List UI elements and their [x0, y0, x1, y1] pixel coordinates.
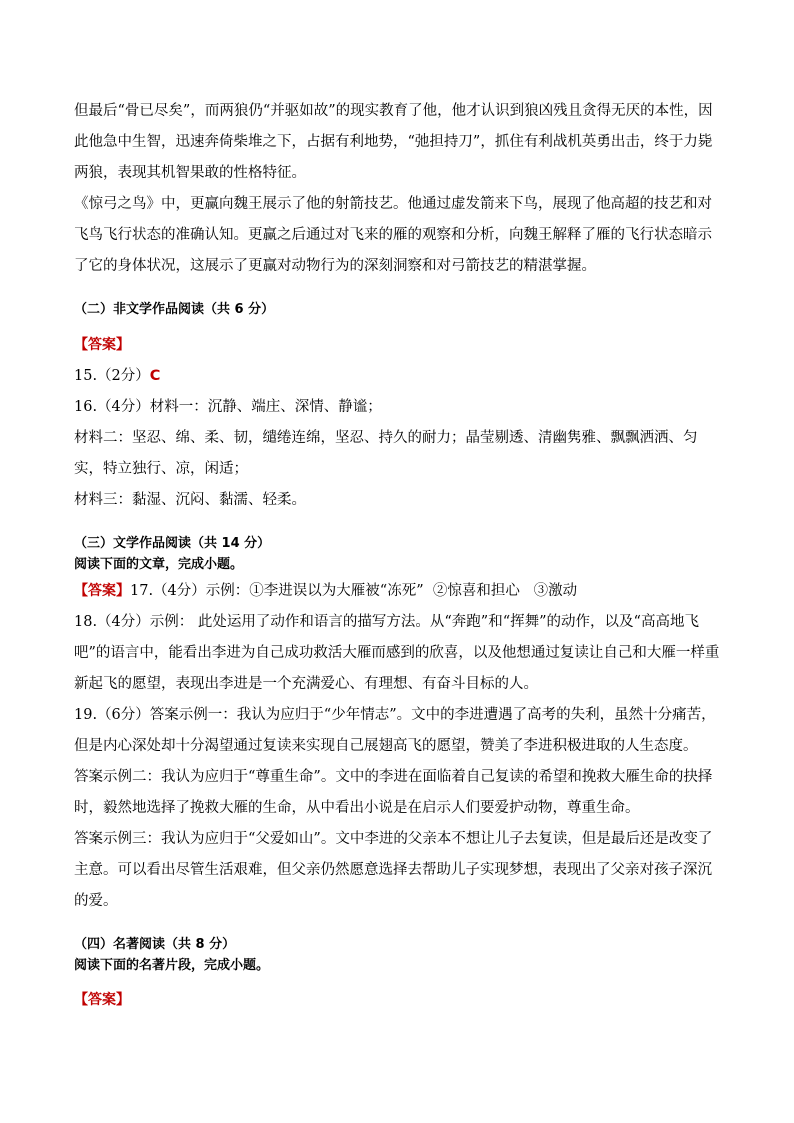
- material-2: 材料二：坚忍、绵、柔、韧，缱绻连绵，坚忍、持久的耐力；晶莹剔透、清幽隽雅、飘飘洒洒、匀实，特立独行、凉，闲适；: [74, 430, 698, 477]
- section-4-instruction: 阅读下面的名著片段，完成小题。: [74, 958, 270, 973]
- answer-tag: 【答案】: [74, 583, 130, 599]
- answer-tag: 【答案】: [74, 992, 130, 1008]
- paragraph-wolf-analysis: 但最后“骨已尽矣”，而两狼仍“并驱如故”的现实教育了他，他才认识到狼凶残且贪得无厌的本性，因此他急中生智，迅速奔倚柴堆之下，占据有利地势，“弛担持刀”，抓住有利战机英勇出击，终于力毙两狼，表现其机智果敢的性格特征。: [74, 103, 713, 181]
- answer-tag: 【答案】: [74, 337, 130, 353]
- question-17-prefix: 17.（4分）示例：: [130, 583, 250, 599]
- question-15: [74, 361, 724, 392]
- question-17-item-3: ③激动: [533, 583, 578, 599]
- section-3-instruction: 阅读下面的文章，完成小题。: [74, 557, 244, 572]
- question-19-example-2: 答案示例二：我认为应归于“尊重生命”。文中的李进在面临着自己复读的希望和挽救大雁生命的抉择时，毅然地选择了挽救大雁的生命，从中看出小说是在启示人们要爱护动物，尊重生命。: [74, 769, 713, 816]
- document-page: [74, 96, 724, 1016]
- answer-block-2: [74, 330, 724, 361]
- question-17: [74, 576, 724, 607]
- section-title-classics: （四）名著阅读（共 8 分）: [74, 937, 236, 952]
- question-18: 18.（4分）示例： 此处运用了动作和语言的描写方法。从“奔跑”和“挥舞”的动作，以及“高高地飞吧”的语言中，能看出李进为自己成功救活大雁而感到的欣喜，以及他想通过复读让自己和大雁一样重新起飞的愿望，表现出李进是一个充满爱心、有理想、有奋斗目标的人。: [74, 614, 720, 692]
- section-title-literary: （三）文学作品阅读（共 14 分）: [74, 536, 271, 551]
- question-17-item-1: ①李进误以为大雁被“冻死”: [249, 583, 424, 599]
- question-17-item-2: ②惊喜和担心: [432, 583, 520, 599]
- section-title-nonliterary: （二）非文学作品阅读（共 6 分）: [74, 302, 275, 317]
- question-15-answer: C: [149, 368, 161, 384]
- question-16: 16.（4分）材料一：沉静、端庄、深情、静谧；: [74, 399, 382, 415]
- answer-block-4: [74, 985, 724, 1016]
- paragraph-startled-bird: 《惊弓之鸟》中，更赢向魏王展示了他的射箭技艺。他通过虚发箭来下鸟，展现了他高超的技艺和对飞鸟飞行状态的准确认知。更赢之后通过对飞来的雁的观察和分析，向魏王解释了雁的飞行状态暗示了它的身体状况，这展示了更赢对动物行为的深刻洞察和对弓箭技艺的精湛掌握。: [74, 196, 712, 274]
- material-3: 材料三：黏湿、沉闷、黏濡、轻柔。: [74, 492, 306, 508]
- question-19-example-3: 答案示例三：我认为应归于“父爱如山”。文中李进的父亲本不想让儿子去复读，但是最后还是改变了主意。可以看出尽管生活艰难，但父亲仍然愿意选择去帮助儿子实现梦想，表现出了父亲对孩子深沉的爱。: [74, 831, 713, 909]
- question-15-prefix: 15.（2分）: [74, 368, 150, 384]
- question-19-example-1: 19.（6分）答案示例一：我认为应归于“少年情志”。文中的李进遭遇了高考的失利，虽然十分痛苦，但是内心深处却十分渴望通过复读来实现自己展翅高飞的愿望，赞美了李进积极进取的人生态度。: [74, 707, 716, 754]
